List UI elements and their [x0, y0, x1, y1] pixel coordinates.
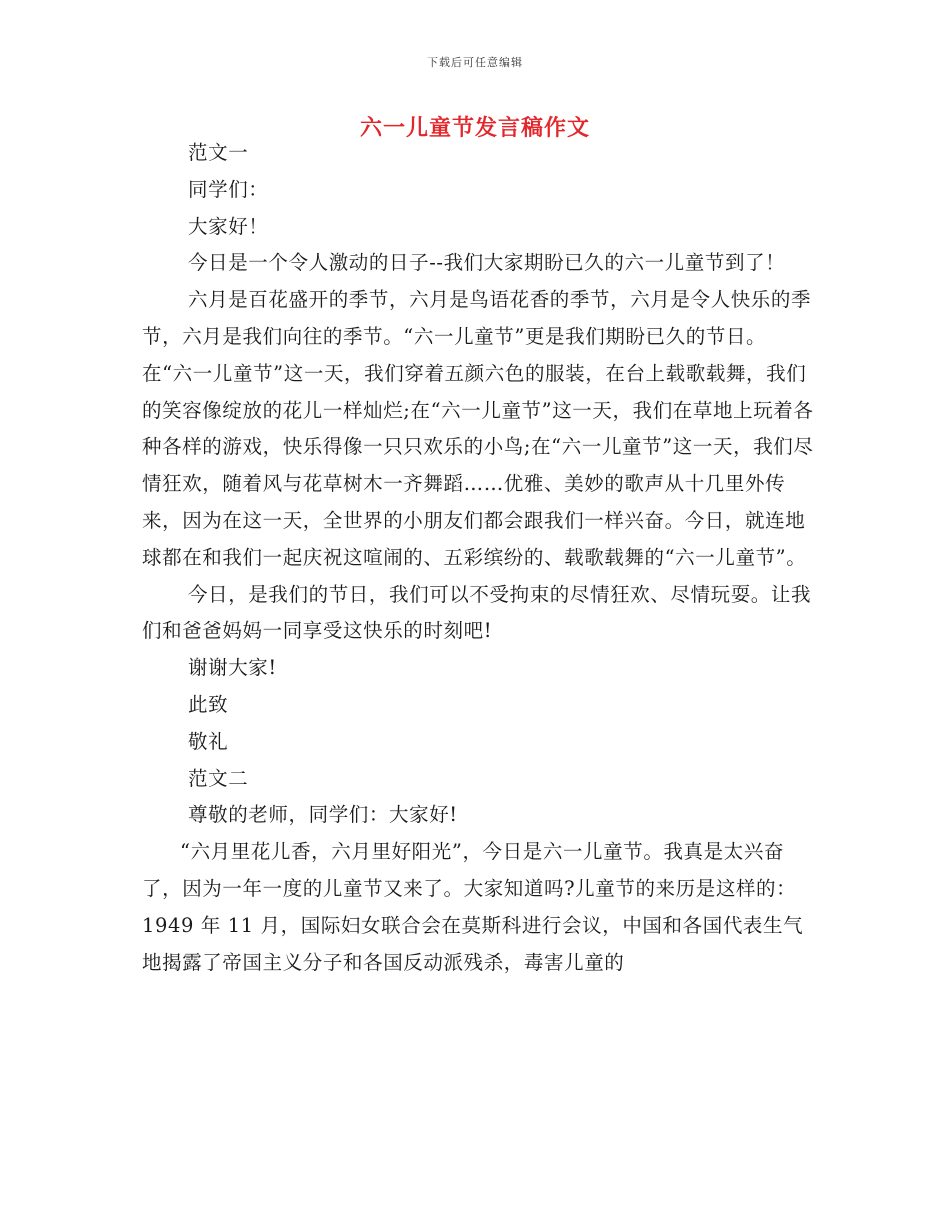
paragraph: 此致 — [188, 692, 229, 716]
paragraph: “六月里花儿香，六月里好阳光”，今日是六一儿童节。我真是太兴奋了，因为一年一度的儿童节又来了。大家知道吗?儿童节的来历是这样的：1949 年 11 月，国际妇女联合会在莫斯科进行会议，中国和各国代表生气地揭露了帝国主义分子和各国反动派残杀，毒害儿童的 — [142, 840, 804, 974]
paragraph: 六月是百花盛开的季节，六月是鸟语花香的季节，六月是令人快乐的季节，六月是我们向往的季节。“六一儿童节”更是我们期盼已久的节日。在“六一儿童节”这一天，我们穿着五颜六色的服装，在台上载歌载舞，我们的笑容像绽放的花儿一样灿烂;在“六一儿童节”这一天，我们在草地上玩着各种各样的游戏，快乐得像一只只欢乐的小鸟;在“六一儿童节”这一天，我们尽情狂欢，随着风与花草树木一齐舞蹈……优雅、美妙的歌声从十几里外传来，因为在这一天，全世界的小朋友们都会跟我们一样兴奋。今日，就连地球都在和我们一起庆祝这喧闹的、五彩缤纷的、载歌载舞的“六一儿童节”。 — [142, 288, 814, 569]
paragraph: 范文二 — [188, 766, 249, 790]
paragraph: 今日是一个令人激动的日子--我们大家期盼已久的六一儿童节到了！ — [188, 251, 786, 275]
paragraph: 尊敬的老师，同学们：大家好! — [188, 803, 458, 827]
paragraph: 范文一 — [188, 141, 249, 164]
paragraph: 大家好！ — [188, 214, 269, 238]
paragraph: 谢谢大家! — [188, 656, 277, 680]
header-note: 下载后可任意编辑 — [427, 56, 523, 69]
paragraph: 同学们： — [188, 177, 269, 201]
paragraph: 今日，是我们的节日，我们可以不受拘束的尽情狂欢、尽情玩耍。让我们和爸爸妈妈一同享受这快乐的时刻吧! — [142, 582, 812, 643]
document-title: 六一儿童节发言稿作文 — [359, 115, 590, 141]
paragraph: 敬礼 — [188, 729, 229, 753]
document-body — [142, 135, 814, 981]
